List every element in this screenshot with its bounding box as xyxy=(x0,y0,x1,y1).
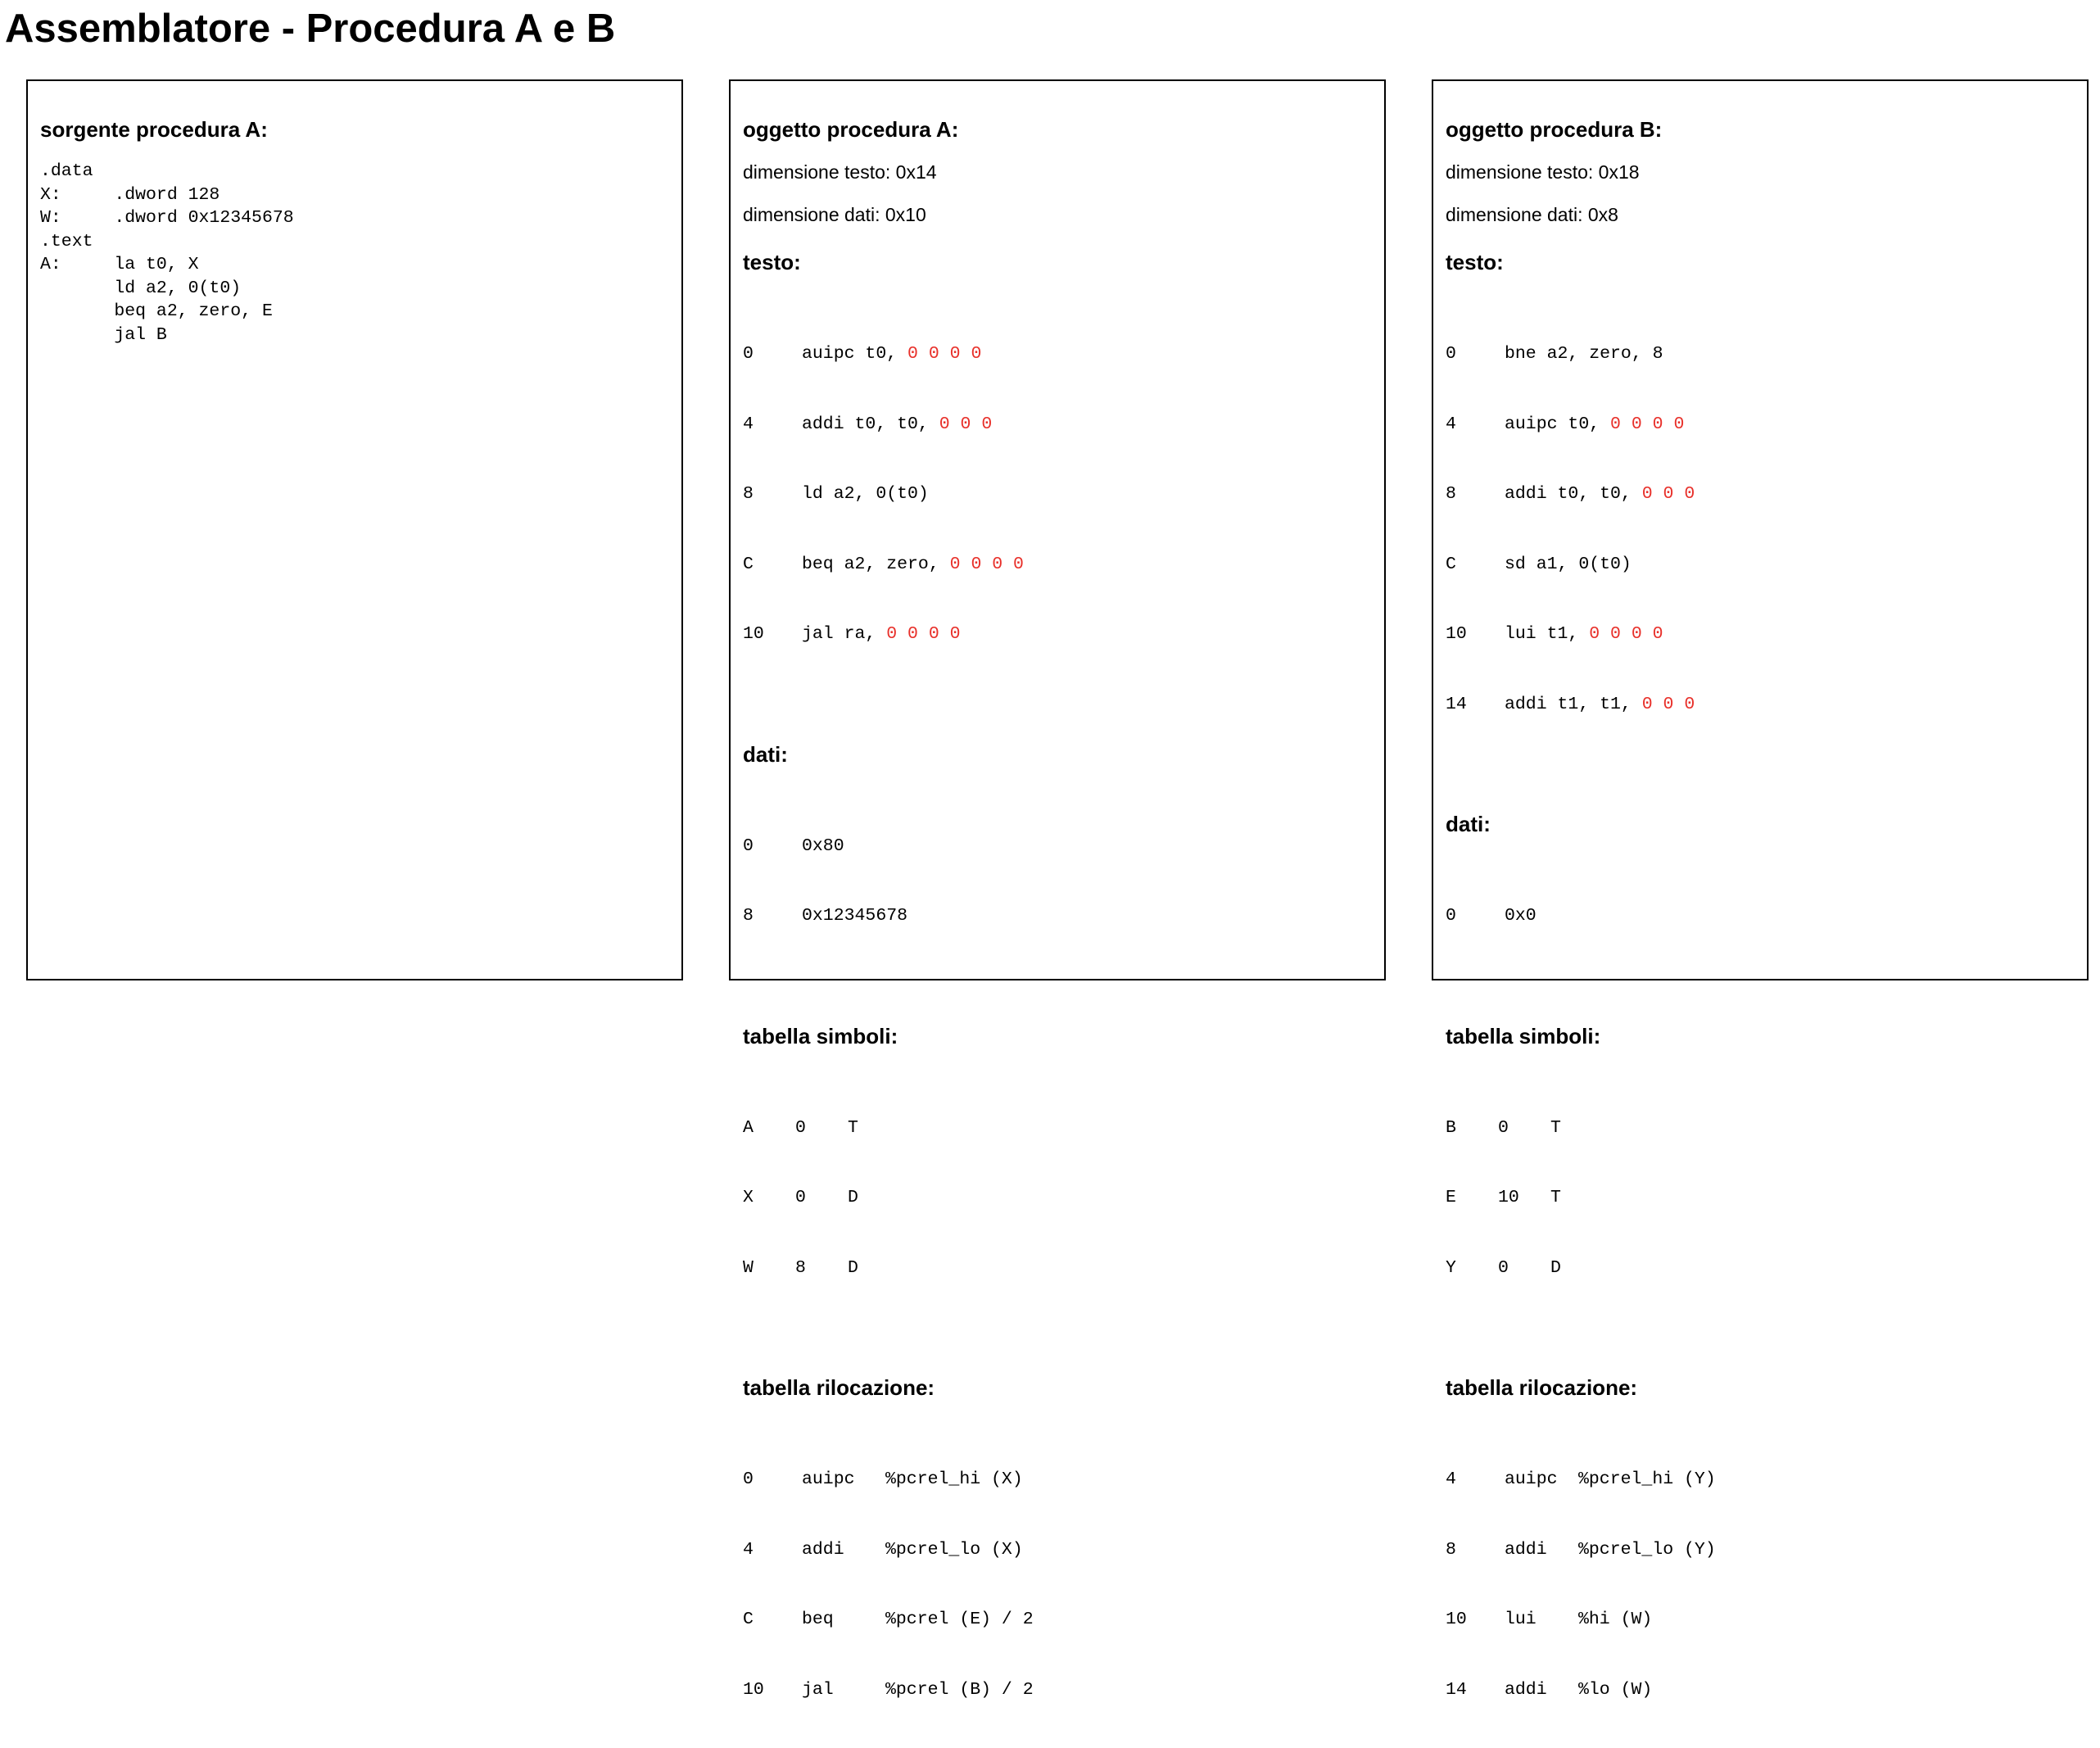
placeholder-bits: 0 0 0 0 xyxy=(886,624,961,644)
relocation-heading: tabella rilocazione: xyxy=(1446,1375,1638,1400)
text-row: 4 addi t0, t0, 0 0 0 xyxy=(743,414,993,434)
data-section-table xyxy=(743,788,1376,975)
text-row: C beq a2, zero, 0 0 0 0 xyxy=(743,554,1024,574)
text-row: 0 auipc t0, 0 0 0 0 xyxy=(743,344,982,364)
code-line: beq a2, zero, E xyxy=(40,301,273,321)
text-section-heading: testo: xyxy=(743,250,801,274)
data-row: 0 0x80 xyxy=(743,836,844,856)
object-b-heading: oggetto procedura B: xyxy=(1446,117,1663,142)
data-section-table xyxy=(1446,858,2079,975)
relocation-row: 14 addi %lo (W) xyxy=(1446,1679,1653,1700)
text-section-heading: testo: xyxy=(1446,250,1504,274)
placeholder-bits: 0 0 0 0 xyxy=(1610,414,1685,434)
placeholder-bits: 0 0 0 0 xyxy=(907,344,982,364)
data-section-heading: dati: xyxy=(1446,812,1491,836)
code-line: A: la t0, X xyxy=(40,255,199,274)
page-title: Assemblatore - Procedura A e B xyxy=(5,7,616,51)
placeholder-bits: 0 0 0 xyxy=(1641,484,1695,504)
relocation-row: 8 addi %pcrel_lo (Y) xyxy=(1446,1539,1716,1560)
symbols-table xyxy=(1446,1070,2079,1327)
code-line: .data xyxy=(40,161,93,181)
source-procedure-a-panel xyxy=(26,79,683,980)
text-row: 8 addi t0, t0, 0 0 0 xyxy=(1446,484,1695,504)
symbol-row: X 0 D xyxy=(743,1188,858,1207)
object-procedure-a-panel xyxy=(729,79,1386,1700)
source-a-code xyxy=(40,160,673,346)
placeholder-bits: 0 0 0 xyxy=(939,414,993,434)
placeholder-bits: 0 0 0 0 xyxy=(1589,624,1663,644)
relocation-row: 4 addi %pcrel_lo (X) xyxy=(743,1539,1023,1560)
symbol-row: A 0 T xyxy=(743,1117,858,1138)
relocation-row: C beq %pcrel (E) / 2 xyxy=(743,1610,1034,1629)
relocation-row: 10 jal %pcrel (B) / 2 xyxy=(743,1679,1034,1700)
source-a-heading: sorgente procedura A: xyxy=(40,117,268,142)
text-size-label: dimensione testo: 0x18 xyxy=(1446,161,1640,183)
data-row: 0 0x0 xyxy=(1446,906,1537,926)
symbols-table xyxy=(743,1070,1376,1327)
text-row: 4 auipc t0, 0 0 0 0 xyxy=(1446,414,1685,434)
text-row: 0 bne a2, zero, 8 xyxy=(1446,344,1663,364)
text-section-table xyxy=(743,296,1376,693)
object-a-heading: oggetto procedura A: xyxy=(743,117,959,142)
relocation-row: 0 auipc %pcrel_hi (X) xyxy=(743,1469,1023,1489)
symbol-row: W 8 D xyxy=(743,1257,858,1278)
code-line: X: .dword 128 xyxy=(40,184,220,205)
code-line: jal B xyxy=(40,324,167,345)
symbols-heading: tabella simboli: xyxy=(743,1023,898,1048)
symbol-row: Y 0 D xyxy=(1446,1257,1561,1278)
relocation-table xyxy=(1446,1421,2079,1748)
text-row: 8 ld a2, 0(t0) xyxy=(743,484,929,504)
text-size-label: dimensione testo: 0x14 xyxy=(743,161,937,183)
code-line: ld a2, 0(t0) xyxy=(40,278,242,298)
text-row: 14 addi t1, t1, 0 0 0 xyxy=(1446,694,1695,714)
text-row: C sd a1, 0(t0) xyxy=(1446,554,1632,574)
relocation-row: 4 auipc %pcrel_hi (Y) xyxy=(1446,1469,1716,1489)
code-line: .text xyxy=(40,231,93,251)
data-size-label: dimensione dati: 0x8 xyxy=(1446,204,1618,225)
placeholder-bits: 0 0 0 0 xyxy=(949,554,1024,574)
symbol-row: B 0 T xyxy=(1446,1117,1561,1138)
relocation-row: 10 lui %hi (W) xyxy=(1446,1610,1653,1629)
relocation-table xyxy=(743,1421,1376,1748)
symbols-heading: tabella simboli: xyxy=(1446,1023,1601,1048)
text-section-table xyxy=(1446,296,2079,763)
data-row: 8 0x12345678 xyxy=(743,906,908,926)
text-row: 10 jal ra, 0 0 0 0 xyxy=(743,624,961,644)
data-section-heading: dati: xyxy=(743,741,788,767)
text-row: 10 lui t1, 0 0 0 0 xyxy=(1446,624,1663,644)
code-line: W: .dword 0x12345678 xyxy=(40,208,294,228)
object-procedure-b-panel xyxy=(1432,79,2089,1700)
relocation-heading: tabella rilocazione: xyxy=(743,1375,935,1400)
symbol-row: E 10 T xyxy=(1446,1188,1561,1207)
data-size-label: dimensione dati: 0x10 xyxy=(743,204,926,225)
placeholder-bits: 0 0 0 xyxy=(1641,694,1695,714)
